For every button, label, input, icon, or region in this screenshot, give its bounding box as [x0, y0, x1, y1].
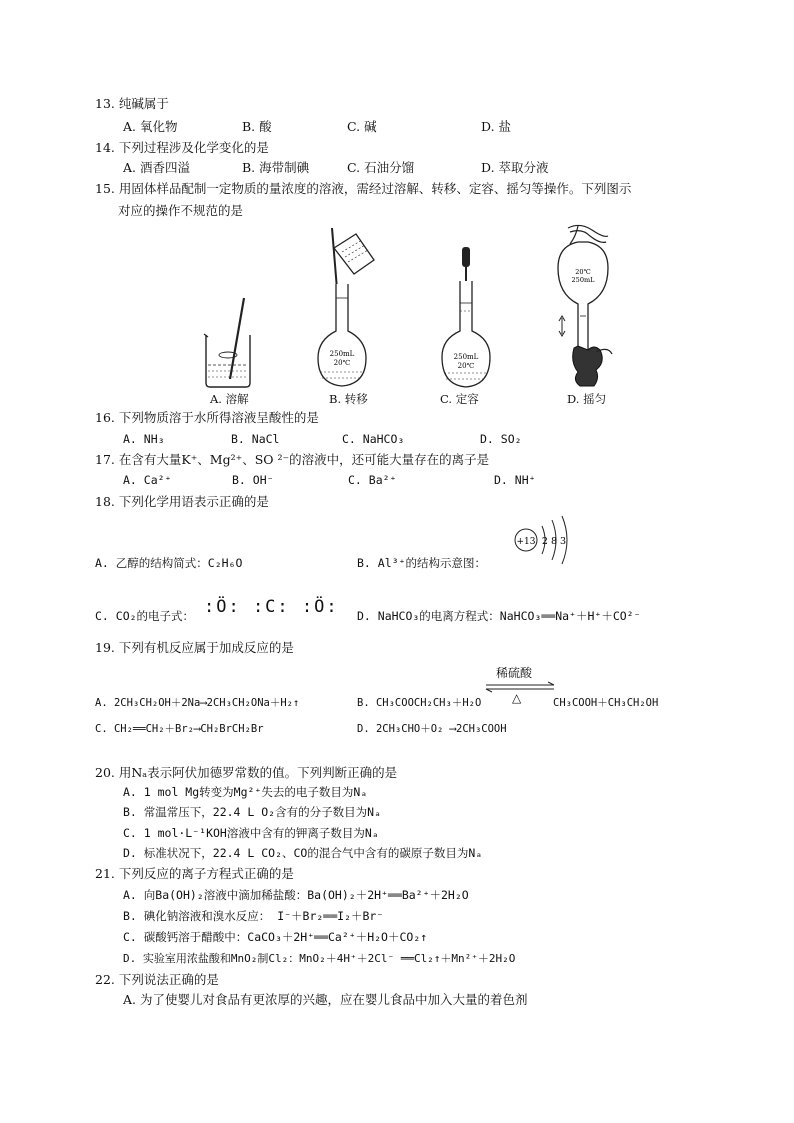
q18-stem: 18. 下列化学用语表示正确的是 [95, 494, 269, 509]
q17-option-c: C. Ba²⁺ [348, 473, 397, 487]
q14-option-d: D. 萃取分液 [481, 160, 549, 175]
beaker-dissolving-figure [200, 295, 260, 391]
q17-option-d: D. NH⁺ [494, 473, 536, 487]
q13-option-b: B. 酸 [242, 119, 272, 134]
q13-stem: 13. 纯碱属于 [95, 96, 169, 111]
q13-option-a: A. 氧化物 [123, 119, 178, 134]
q16-stem: 16. 下列物质溶于水所得溶液呈酸性的是 [95, 410, 319, 425]
q21-stem: 21. 下列反应的离子方程式正确的是 [95, 866, 294, 881]
q20-stem: 20. 用Nₐ表示阿伏加德罗常数的值。下列判断正确的是 [95, 765, 398, 780]
q20-option-b: B. 常温常压下，22.4 L O₂含有的分子数目为Nₐ [123, 805, 381, 819]
q21-option-c: C. 碳酸钙溶于醋酸中：CaCO₃＋2H⁺══Ca²⁺＋H₂O＋CO₂↑ [123, 930, 428, 944]
q19-option-c: C. CH₂══CH₂＋Br₂⟶CH₂BrCH₂Br [95, 723, 264, 735]
q13-option-c: C. 碱 [347, 119, 377, 134]
q16-option-c: C. NaHCO₃ [342, 432, 405, 446]
q22-option-a: A. 为了使婴儿对食品有更浓厚的兴趣，应在婴儿食品中加入大量的着色剂 [123, 992, 528, 1007]
q15-stem-line1: 15. 用固体样品配制一定物质的量浓度的溶液，需经过溶解、转移、定容、摇匀等操作。下列图示 [95, 181, 632, 196]
flask-temp-label-c: 20℃ [457, 362, 475, 370]
flask-fill-to-mark-figure [436, 245, 496, 391]
q18-option-c: C. CO₂的电子式： [95, 609, 195, 623]
q14-stem: 14. 下列过程涉及化学变化的是 [95, 140, 269, 155]
q16-option-a: A. NH₃ [123, 432, 165, 446]
q15-caption-b: B. 转移 [329, 392, 368, 406]
q21-option-d: D. 实验室用浓盐酸和MnO₂制Cl₂：MnO₂＋4H⁺＋2Cl⁻ ══Cl₂↑＋Mn²⁺＋2H₂O [123, 952, 516, 965]
co2-electron-formula: :Ö: :C: :Ö: [204, 597, 339, 617]
q19-option-b-products: CH₃COOH＋CH₃CH₂OH [553, 697, 659, 709]
q21-option-b: B. 碘化钠溶液和溴水反应： I⁻＋Br₂══I₂＋Br⁻ [123, 909, 384, 923]
flask-temp-label: 20℃ [333, 359, 351, 367]
q20-option-d: D. 标准状况下，22.4 L CO₂、CO的混合气中含有的碳原子数目为Nₐ [123, 846, 483, 860]
q13-option-d: D. 盐 [481, 119, 512, 134]
nucleus-charge: +13 [516, 537, 536, 547]
al-ion-structure-diagram [512, 514, 580, 566]
q14-option-b: B. 海带制碘 [242, 160, 310, 175]
q14-option-a: A. 酒香四溢 [123, 160, 190, 175]
q18-option-b: B. Al³⁺的结构示意图： [357, 556, 486, 570]
flask-volume-label-c: 250mL [453, 353, 479, 361]
flask-volume-label: 250mL [329, 350, 355, 358]
q19-option-d: D. 2CH₃CHO＋O₂ ⟶2CH₃COOH [357, 723, 507, 735]
q15-caption-a: A. 溶解 [210, 392, 249, 406]
catalyst-label: 稀硫酸 [496, 666, 533, 680]
flask-volume-label-d: 250mL [571, 276, 595, 284]
flask-transfer-figure [312, 226, 394, 392]
q17-option-a: A. Ca²⁺ [123, 473, 172, 487]
q20-option-c: C. 1 mol·L⁻¹KOH溶液中含有的钾离子数目为Nₐ [123, 826, 379, 840]
q17-option-b: B. OH⁻ [232, 473, 274, 487]
q17-stem: 17. 在含有大量K⁺、Mg²⁺、SO ²⁻的溶液中，还可能大量存在的离子是 [95, 452, 490, 467]
q15-caption-d: D. 摇匀 [567, 392, 607, 406]
q21-option-a: A. 向Ba(OH)₂溶液中滴加稀盐酸：Ba(OH)₂＋2H⁺══Ba²⁺＋2H₂O [123, 888, 469, 902]
flask-shaking-figure [548, 222, 616, 392]
q15-stem-line2: 对应的操作不规范的是 [118, 203, 244, 218]
q19-option-a: A. 2CH₃CH₂OH＋2Na⟶2CH₃CH₂ONa＋H₂↑ [95, 697, 300, 709]
q18-option-d: D. NaHCO₃的电离方程式：NaHCO₃══Na⁺＋H⁺＋CO²⁻ [357, 609, 641, 623]
q19-option-b: B. CH₃COOCH₂CH₃＋H₂O [357, 697, 482, 709]
heat-symbol: △ [512, 691, 522, 705]
flask-temp-label-d: 20℃ [575, 268, 591, 276]
q18-option-a: A. 乙醇的结构简式：C₂H₆O [95, 556, 243, 570]
q14-option-c: C. 石油分馏 [347, 160, 415, 175]
q15-caption-c: C. 定容 [440, 392, 479, 406]
q16-option-b: B. NaCl [231, 432, 280, 446]
q20-option-a: A. 1 mol Mg转变为Mg²⁺失去的电子数目为Nₐ [123, 785, 368, 799]
q16-option-d: D. SO₂ [480, 432, 522, 446]
q22-stem: 22. 下列说法正确的是 [95, 972, 219, 987]
electron-shells: 2 8 3 [541, 536, 567, 547]
q19-stem: 19. 下列有机反应属于加成反应的是 [95, 640, 294, 655]
